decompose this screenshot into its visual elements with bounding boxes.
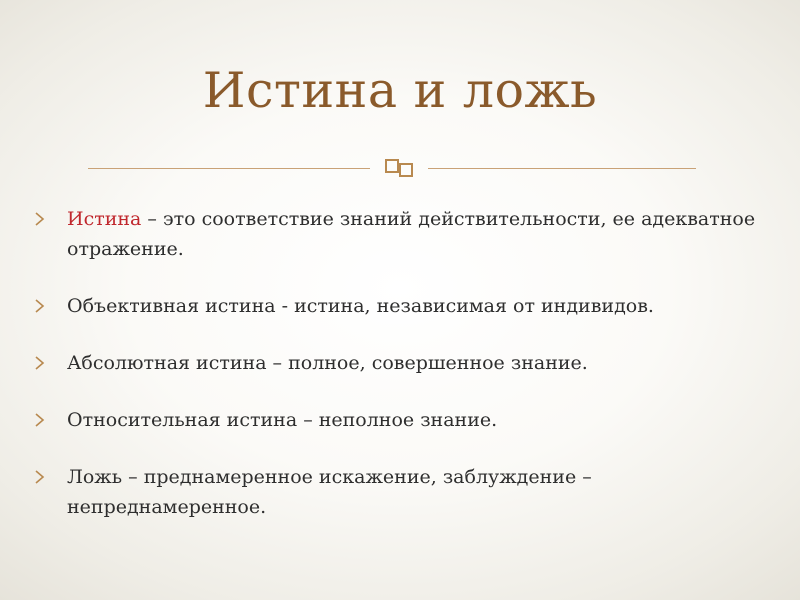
bullet-text: Абсолютная истина – полное, совершенное знание. (67, 352, 588, 374)
title-divider-right (428, 168, 696, 169)
slide-title: Истина и ложь (202, 62, 598, 119)
bullet-arrow-icon (34, 299, 46, 313)
bullet-item (34, 291, 774, 321)
bullet-item (34, 462, 774, 522)
bullet-highlight: Истина (67, 208, 142, 230)
bullet-arrow-icon (34, 356, 46, 370)
bullet-text: – это соответствие знаний действительности, ее адекватное отражение. (67, 208, 756, 260)
bullet-text: Объективная истина - истина, независимая от индивидов. (67, 295, 654, 317)
title-divider-left (88, 168, 370, 169)
bullet-text: Ложь – преднамеренное искажение, заблуждение – непреднамеренное. (67, 466, 592, 518)
bullet-list (34, 204, 774, 549)
bullet-item (34, 405, 774, 435)
bullet-item (34, 348, 774, 378)
bullet-item (34, 204, 774, 264)
bullet-arrow-icon (34, 413, 46, 427)
ornament-icon (376, 150, 422, 186)
bullet-arrow-icon (34, 212, 46, 226)
bullet-text: Относительная истина – неполное знание. (67, 409, 498, 431)
bullet-arrow-icon (34, 470, 46, 484)
